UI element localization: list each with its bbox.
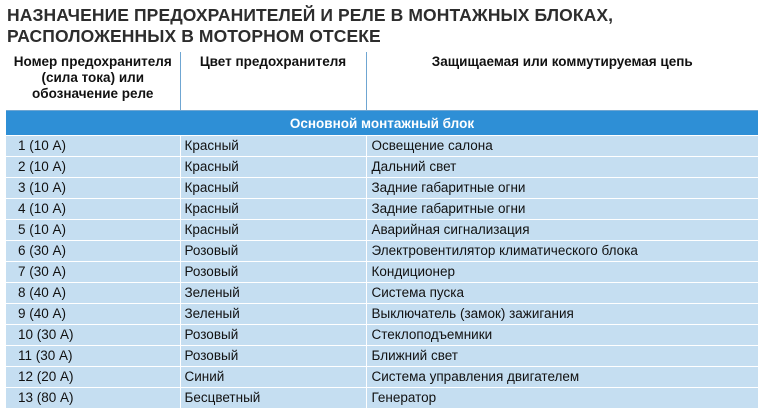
table-row bbox=[6, 346, 758, 367]
fuse-color: Зеленый bbox=[180, 304, 366, 325]
table-row bbox=[6, 367, 758, 388]
fuse-circuit: Система пуска bbox=[366, 283, 758, 304]
fuse-circuit: Электровентилятор климатического блока bbox=[366, 241, 758, 262]
fuse-number: 2 (10 А) bbox=[6, 157, 180, 178]
fuse-circuit: Кондиционер bbox=[366, 262, 758, 283]
table-row bbox=[6, 199, 758, 220]
column-header-color: Цвет предохранителя bbox=[180, 52, 366, 111]
table-row bbox=[6, 262, 758, 283]
table-row bbox=[6, 283, 758, 304]
table-row bbox=[6, 304, 758, 325]
fuse-color: Синий bbox=[180, 367, 366, 388]
fuse-color: Розовый bbox=[180, 325, 366, 346]
fuse-number: 6 (30 А) bbox=[6, 241, 180, 262]
table-header-row bbox=[6, 52, 758, 111]
fuse-circuit: Аварийная сигнализация bbox=[366, 220, 758, 241]
section-title: Основной монтажный блок bbox=[6, 111, 758, 136]
fuse-number: 9 (40 А) bbox=[6, 304, 180, 325]
table-row bbox=[6, 157, 758, 178]
fuse-number: 13 (80 А) bbox=[6, 388, 180, 409]
page-title-line-1: НАЗНАЧЕНИЕ ПРЕДОХРАНИТЕЛЕЙ И РЕЛЕ В МОНТАЖНЫХ БЛОКАХ, bbox=[7, 5, 614, 25]
fuse-number: 7 (30 А) bbox=[6, 262, 180, 283]
fuse-circuit: Система управления двигателем bbox=[366, 367, 758, 388]
section-row bbox=[6, 111, 758, 136]
table-row bbox=[6, 178, 758, 199]
fuse-circuit: Генератор bbox=[366, 388, 758, 409]
fuse-color: Зеленый bbox=[180, 283, 366, 304]
page-title-line-2: РАСПОЛОЖЕННЫХ В МОТОРНОМ ОТСЕКЕ bbox=[7, 26, 381, 46]
table-row bbox=[6, 241, 758, 262]
fuse-number: 1 (10 А) bbox=[6, 136, 180, 157]
fuse-circuit: Выключатель (замок) зажигания bbox=[366, 304, 758, 325]
column-header-number: Номер предохранителя (сила тока) или обозначение реле bbox=[6, 52, 180, 111]
fuse-number: 3 (10 А) bbox=[6, 178, 180, 199]
page-title bbox=[7, 5, 757, 47]
fuse-color: Розовый bbox=[180, 241, 366, 262]
fuse-number: 10 (30 А) bbox=[6, 325, 180, 346]
fuse-number: 5 (10 А) bbox=[6, 220, 180, 241]
fuse-circuit: Задние габаритные огни bbox=[366, 178, 758, 199]
fuse-color: Бесцветный bbox=[180, 388, 366, 409]
fuse-circuit: Ближний свет bbox=[366, 346, 758, 367]
fuse-number: 12 (20 А) bbox=[6, 367, 180, 388]
fuse-circuit: Дальний свет bbox=[366, 157, 758, 178]
fuse-number: 8 (40 А) bbox=[6, 283, 180, 304]
fuse-color: Красный bbox=[180, 157, 366, 178]
fuse-color: Красный bbox=[180, 220, 366, 241]
fuse-color: Красный bbox=[180, 136, 366, 157]
fuse-color: Красный bbox=[180, 199, 366, 220]
fuse-color: Розовый bbox=[180, 346, 366, 367]
table-row bbox=[6, 136, 758, 157]
fuse-circuit: Освещение салона bbox=[366, 136, 758, 157]
fuse-table bbox=[6, 52, 758, 409]
fuse-color: Розовый bbox=[180, 262, 366, 283]
fuse-circuit: Стеклоподъемники bbox=[366, 325, 758, 346]
table-row bbox=[6, 325, 758, 346]
fuse-circuit: Задние габаритные огни bbox=[366, 199, 758, 220]
table-row bbox=[6, 220, 758, 241]
fuse-color: Красный bbox=[180, 178, 366, 199]
column-header-circuit: Защищаемая или коммутируемая цепь bbox=[366, 52, 758, 111]
fuse-number: 4 (10 А) bbox=[6, 199, 180, 220]
table-row bbox=[6, 388, 758, 409]
fuse-number: 11 (30 А) bbox=[6, 346, 180, 367]
